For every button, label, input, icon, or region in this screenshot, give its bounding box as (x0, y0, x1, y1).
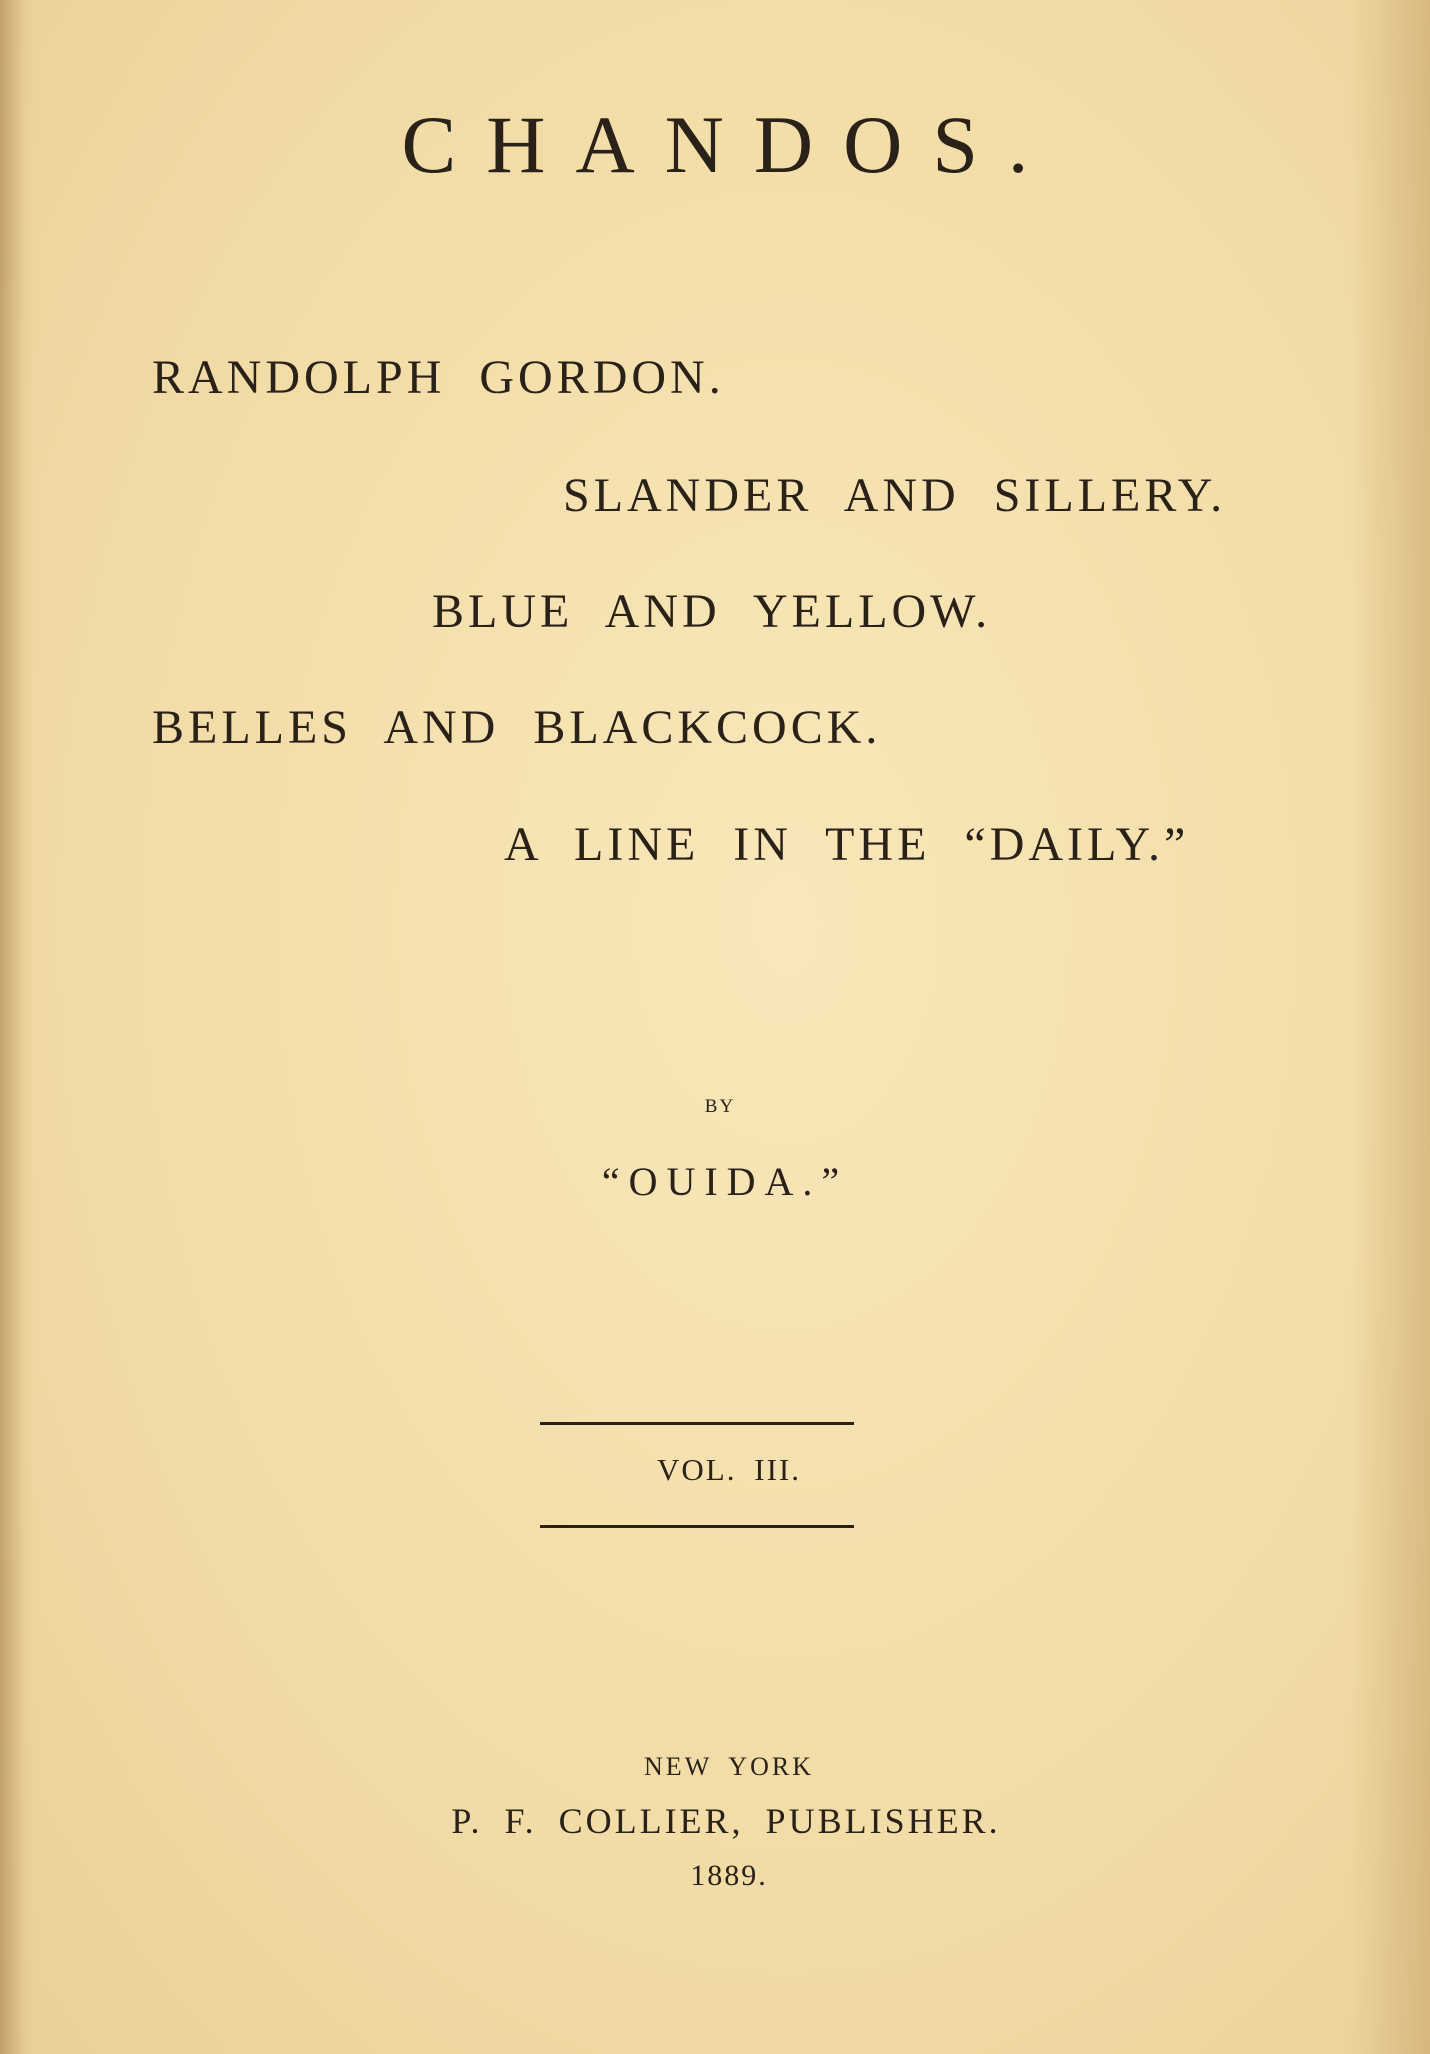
imprint-publisher: P. F. COLLIER, PUBLISHER. (451, 1801, 1001, 1841)
byline-by: BY (704, 1096, 736, 1117)
imprint-year: 1889. (690, 1859, 768, 1892)
rule-above-volume (540, 1422, 854, 1425)
author-name: “OUIDA.” (601, 1159, 849, 1204)
page-edge-shadow-right (1350, 0, 1430, 2054)
story-title-2: SLANDER AND SILLERY. (563, 469, 1227, 522)
imprint-city: NEW YORK (644, 1752, 814, 1781)
rule-below-volume (540, 1525, 854, 1528)
book-title: CHANDOS. (401, 99, 1059, 190)
story-title-1: RANDOLPH GORDON. (152, 351, 725, 404)
story-title-5: A LINE IN THE “DAILY.” (504, 818, 1190, 871)
story-title-4: BELLES AND BLACKCOCK. (152, 701, 882, 754)
story-title-3: BLUE AND YELLOW. (432, 585, 992, 638)
volume-number: VOL. III. (657, 1452, 801, 1487)
page-edge-shadow-left (0, 0, 34, 2054)
